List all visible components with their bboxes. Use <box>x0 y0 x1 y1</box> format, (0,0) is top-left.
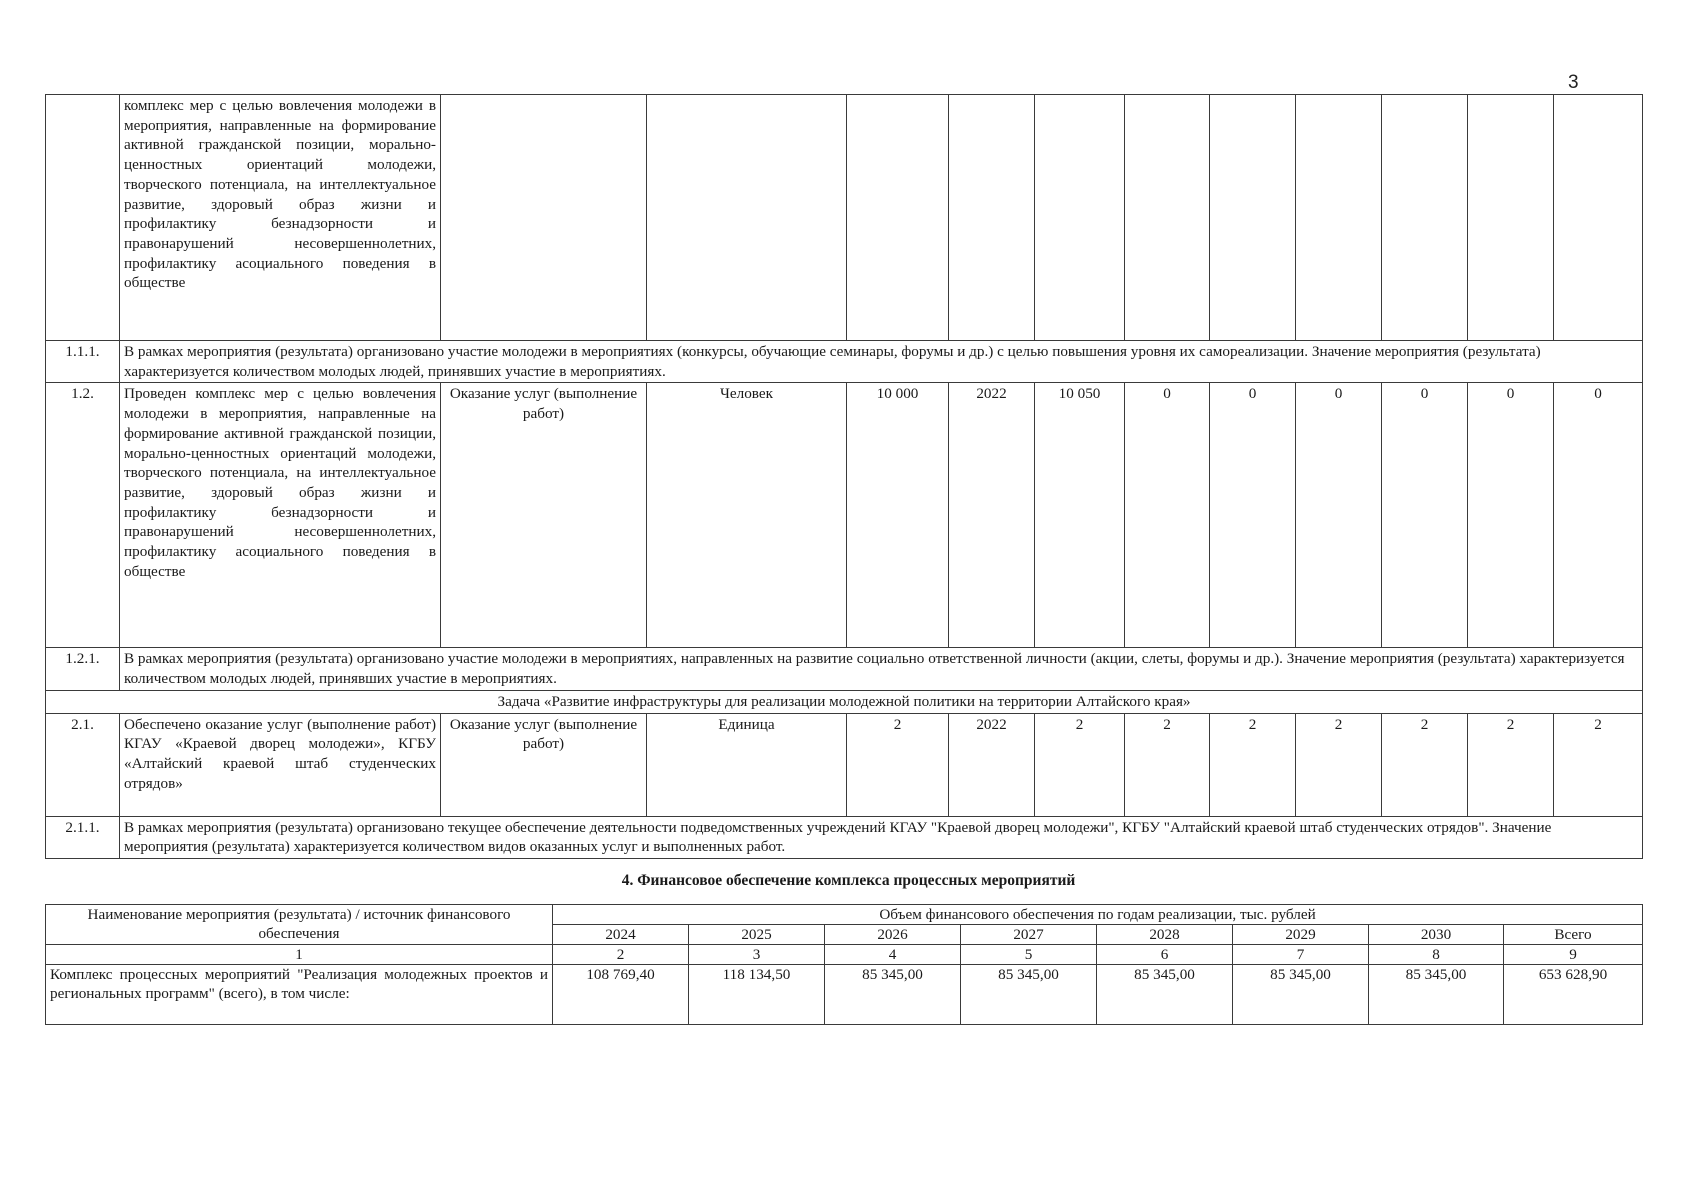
finance-row-name: Комплекс процессных мероприятий "Реализация молодежных проектов и региональных программ" (всего), в том числе: <box>46 965 553 1025</box>
row-number: 1.1.1. <box>46 341 120 383</box>
year-value: 2 <box>1035 713 1125 816</box>
column-number: 5 <box>961 945 1097 965</box>
finance-value: 85 345,00 <box>1097 965 1233 1025</box>
row-number: 1.2. <box>46 383 120 648</box>
year-value <box>1554 95 1643 341</box>
unit: Единица <box>647 713 847 816</box>
column-number: 7 <box>1233 945 1369 965</box>
row-number: 2.1.1. <box>46 816 120 858</box>
base-value <box>847 95 949 341</box>
column-header: 2025 <box>689 925 825 945</box>
year-value <box>1035 95 1125 341</box>
year-value <box>1210 95 1296 341</box>
table-row <box>46 816 1643 858</box>
table-row <box>46 383 1643 648</box>
year-value: 10 050 <box>1035 383 1125 648</box>
year-value <box>1468 95 1554 341</box>
base-year: 2022 <box>949 713 1035 816</box>
result-name: Обеспечено оказание услуг (выполнение работ) КГАУ «Краевой дворец молодежи», КГБУ «Алтайский краевой штаб студенческих отрядов» <box>120 713 441 816</box>
result-type: Оказание услуг (выполнение работ) <box>441 713 647 816</box>
column-header: 2030 <box>1369 925 1504 945</box>
column-header: 2028 <box>1097 925 1233 945</box>
year-value <box>1296 95 1382 341</box>
finance-value: 85 345,00 <box>825 965 961 1025</box>
results-table <box>45 94 1643 859</box>
year-value: 0 <box>1125 383 1210 648</box>
table-row <box>46 965 1643 1025</box>
finance-value: 85 345,00 <box>961 965 1097 1025</box>
year-value: 2 <box>1210 713 1296 816</box>
table-row <box>46 341 1643 383</box>
year-value <box>1382 95 1468 341</box>
year-value: 0 <box>1382 383 1468 648</box>
column-header: 2024 <box>553 925 689 945</box>
column-number: 3 <box>689 945 825 965</box>
result-description: В рамках мероприятия (результата) организовано участие молодежи в мероприятиях, направленных на развитие социально ответственной личности (акции, слеты, форумы и др.). Значение мероприятия (результата) характеризуется количеством молодых людей, принявших участие в мероприятиях. <box>120 648 1643 690</box>
base-year <box>949 95 1035 341</box>
column-number: 1 <box>46 945 553 965</box>
year-value: 2 <box>1468 713 1554 816</box>
column-number: 8 <box>1369 945 1504 965</box>
table-row <box>46 713 1643 816</box>
base-year: 2022 <box>949 383 1035 648</box>
table-header-row <box>46 905 1643 925</box>
column-number: 6 <box>1097 945 1233 965</box>
finance-table <box>45 904 1643 1025</box>
section-title: 4. Финансовое обеспечение комплекса процессных мероприятий <box>621 872 1076 889</box>
unit: Человек <box>647 383 847 648</box>
year-value: 2 <box>1125 713 1210 816</box>
result-name: Проведен комплекс мер с целью вовлечения молодежи в мероприятия, направленные на формирование активной гражданской позиции, морально-ценностных ориентаций молодежи, творческого потенциала, на интеллектуальное развитие, здоровый образ жизни и профилактику безнадзорности и правонарушений несовершеннолетних, профилактику асоциального поведения в обществе <box>120 383 441 648</box>
year-value: 0 <box>1468 383 1554 648</box>
column-header: 2026 <box>825 925 961 945</box>
column-number: 2 <box>553 945 689 965</box>
year-value <box>1125 95 1210 341</box>
column-number: 9 <box>1504 945 1643 965</box>
page-number: 3 <box>1568 72 1579 93</box>
finance-value: 108 769,40 <box>553 965 689 1025</box>
finance-value: 85 345,00 <box>1233 965 1369 1025</box>
year-value: 0 <box>1210 383 1296 648</box>
result-type <box>441 95 647 341</box>
row-number <box>46 95 120 341</box>
column-number-row <box>46 945 1643 965</box>
unit <box>647 95 847 341</box>
year-value: 0 <box>1296 383 1382 648</box>
table-row <box>46 95 1643 341</box>
base-value: 2 <box>847 713 949 816</box>
header-name: Наименование мероприятия (результата) / источник финансового обеспечения <box>46 905 553 945</box>
result-description: В рамках мероприятия (результата) организовано участие молодежи в мероприятиях (конкурсы, обучающие семинары, форумы и др.) с целью повышения уровня их самореализации. Значение мероприятия (результата) характеризуется количеством молодых людей, принявших участие в мероприятиях. <box>120 341 1643 383</box>
column-number: 4 <box>825 945 961 965</box>
column-header: Всего <box>1504 925 1643 945</box>
table-row <box>46 648 1643 690</box>
result-type: Оказание услуг (выполнение работ) <box>441 383 647 648</box>
column-header: 2029 <box>1233 925 1369 945</box>
base-value: 10 000 <box>847 383 949 648</box>
result-description: В рамках мероприятия (результата) организовано текущее обеспечение деятельности подведомственных учреждений КГАУ "Краевой дворец молодежи", КГБУ "Алтайский краевой штаб студенческих отрядов". Значение мероприятия (результата) характеризуется количеством видов оказанных услуг и выполненных работ. <box>120 816 1643 858</box>
finance-value: 85 345,00 <box>1369 965 1504 1025</box>
column-header: 2027 <box>961 925 1097 945</box>
year-value: 2 <box>1554 713 1643 816</box>
year-value: 2 <box>1382 713 1468 816</box>
row-number: 2.1. <box>46 713 120 816</box>
year-value: 0 <box>1554 383 1643 648</box>
row-number: 1.2.1. <box>46 648 120 690</box>
finance-value: 118 134,50 <box>689 965 825 1025</box>
finance-value: 653 628,90 <box>1504 965 1643 1025</box>
task-row <box>46 690 1643 713</box>
task-title: Задача «Развитие инфраструктуры для реализации молодежной политики на территории Алтайского края» <box>46 690 1643 713</box>
result-name: комплекс мер с целью вовлечения молодежи в мероприятия, направленные на формирование активной гражданской позиции, морально-ценностных ориентаций молодежи, творческого потенциала, на интеллектуальное развитие, здоровый образ жизни и профилактику безнадзорности и правонарушений несовершеннолетних, профилактику асоциального поведения в обществе <box>120 95 441 341</box>
header-volume: Объем финансового обеспечения по годам реализации, тыс. рублей <box>553 905 1643 925</box>
year-value: 2 <box>1296 713 1382 816</box>
